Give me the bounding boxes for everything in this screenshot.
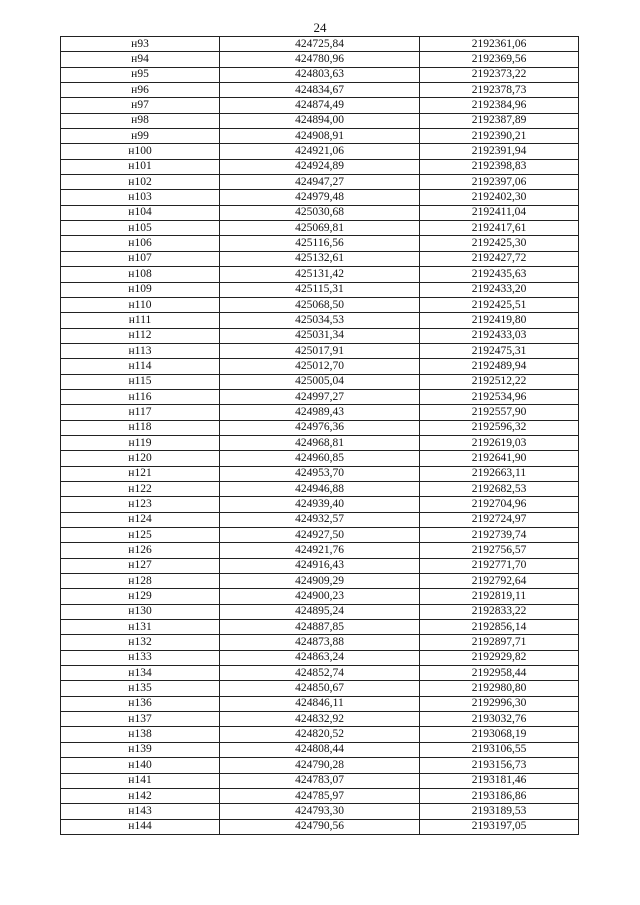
- x-coordinate-cell: 424947,27: [220, 175, 420, 190]
- table-row: [61, 313, 579, 328]
- y-coordinate-cell: 2192402,30: [420, 190, 579, 205]
- x-coordinate-cell: 424916,43: [220, 558, 420, 573]
- x-coordinate-cell: 424790,28: [220, 758, 420, 773]
- point-name-cell: н142: [61, 788, 220, 803]
- table-row: [61, 620, 579, 635]
- point-name-cell: н102: [61, 175, 220, 190]
- x-coordinate-cell: 424846,11: [220, 696, 420, 711]
- x-coordinate-cell: 424909,29: [220, 574, 420, 589]
- table-row: [61, 129, 579, 144]
- y-coordinate-cell: 2192419,80: [420, 313, 579, 328]
- table-row: [61, 604, 579, 619]
- x-coordinate-cell: 424790,56: [220, 819, 420, 834]
- y-coordinate-cell: 2192792,64: [420, 574, 579, 589]
- point-name-cell: н113: [61, 343, 220, 358]
- point-name-cell: н119: [61, 435, 220, 450]
- point-name-cell: н94: [61, 52, 220, 67]
- y-coordinate-cell: 2192435,63: [420, 267, 579, 282]
- table-row: [61, 405, 579, 420]
- point-name-cell: н141: [61, 773, 220, 788]
- table-row: [61, 773, 579, 788]
- table-row: [61, 650, 579, 665]
- point-name-cell: н139: [61, 742, 220, 757]
- point-name-cell: н144: [61, 819, 220, 834]
- y-coordinate-cell: 2192433,20: [420, 282, 579, 297]
- x-coordinate-cell: 424887,85: [220, 620, 420, 635]
- y-coordinate-cell: 2192724,97: [420, 512, 579, 527]
- table-row: [61, 420, 579, 435]
- table-row: [61, 574, 579, 589]
- y-coordinate-cell: 2193156,73: [420, 758, 579, 773]
- point-name-cell: н117: [61, 405, 220, 420]
- y-coordinate-cell: 2192425,30: [420, 236, 579, 251]
- x-coordinate-cell: 424793,30: [220, 804, 420, 819]
- point-name-cell: н125: [61, 528, 220, 543]
- y-coordinate-cell: 2192398,83: [420, 159, 579, 174]
- point-name-cell: н127: [61, 558, 220, 573]
- x-coordinate-cell: 424725,84: [220, 37, 420, 52]
- point-name-cell: н134: [61, 666, 220, 681]
- x-coordinate-cell: 424873,88: [220, 635, 420, 650]
- x-coordinate-cell: 425005,04: [220, 374, 420, 389]
- x-coordinate-cell: 424894,00: [220, 113, 420, 128]
- table-row: [61, 712, 579, 727]
- table-row: [61, 589, 579, 604]
- table-row: [61, 67, 579, 82]
- x-coordinate-cell: 425030,68: [220, 205, 420, 220]
- point-name-cell: н118: [61, 420, 220, 435]
- table-row: [61, 727, 579, 742]
- y-coordinate-cell: 2192369,56: [420, 52, 579, 67]
- table-row: [61, 236, 579, 251]
- y-coordinate-cell: 2192771,70: [420, 558, 579, 573]
- y-coordinate-cell: 2192619,03: [420, 435, 579, 450]
- table-row: [61, 696, 579, 711]
- table-row: [61, 251, 579, 266]
- x-coordinate-cell: 424780,96: [220, 52, 420, 67]
- x-coordinate-cell: 425115,31: [220, 282, 420, 297]
- x-coordinate-cell: 425012,70: [220, 359, 420, 374]
- point-name-cell: н107: [61, 251, 220, 266]
- y-coordinate-cell: 2193032,76: [420, 712, 579, 727]
- point-name-cell: н120: [61, 451, 220, 466]
- point-name-cell: н133: [61, 650, 220, 665]
- point-name-cell: н137: [61, 712, 220, 727]
- y-coordinate-cell: 2192534,96: [420, 389, 579, 404]
- point-name-cell: н143: [61, 804, 220, 819]
- table-row: [61, 758, 579, 773]
- table-row: [61, 788, 579, 803]
- point-name-cell: н126: [61, 543, 220, 558]
- y-coordinate-cell: 2192361,06: [420, 37, 579, 52]
- y-coordinate-cell: 2193181,46: [420, 773, 579, 788]
- y-coordinate-cell: 2192980,80: [420, 681, 579, 696]
- page-number: 24: [313, 20, 327, 35]
- x-coordinate-cell: 424900,23: [220, 589, 420, 604]
- y-coordinate-cell: 2192663,11: [420, 466, 579, 481]
- table-row: [61, 267, 579, 282]
- y-coordinate-cell: 2192704,96: [420, 497, 579, 512]
- y-coordinate-cell: 2193186,86: [420, 788, 579, 803]
- table-row: [61, 435, 579, 450]
- y-coordinate-cell: 2192958,44: [420, 666, 579, 681]
- table-row: [61, 297, 579, 312]
- x-coordinate-cell: 424921,06: [220, 144, 420, 159]
- table-row: [61, 558, 579, 573]
- point-name-cell: н112: [61, 328, 220, 343]
- coordinates-table-body: [61, 37, 579, 835]
- x-coordinate-cell: 424979,48: [220, 190, 420, 205]
- point-name-cell: н98: [61, 113, 220, 128]
- point-name-cell: н97: [61, 98, 220, 113]
- x-coordinate-cell: 424976,36: [220, 420, 420, 435]
- point-name-cell: н100: [61, 144, 220, 159]
- y-coordinate-cell: 2192390,21: [420, 129, 579, 144]
- y-coordinate-cell: 2192397,06: [420, 175, 579, 190]
- point-name-cell: н105: [61, 221, 220, 236]
- point-name-cell: н106: [61, 236, 220, 251]
- y-coordinate-cell: 2192897,71: [420, 635, 579, 650]
- table-row: [61, 635, 579, 650]
- y-coordinate-cell: 2192433,03: [420, 328, 579, 343]
- x-coordinate-cell: 424946,88: [220, 481, 420, 496]
- y-coordinate-cell: 2193106,55: [420, 742, 579, 757]
- table-row: [61, 343, 579, 358]
- x-coordinate-cell: 424834,67: [220, 83, 420, 98]
- table-row: [61, 451, 579, 466]
- table-row: [61, 221, 579, 236]
- point-name-cell: н136: [61, 696, 220, 711]
- y-coordinate-cell: 2192384,96: [420, 98, 579, 113]
- y-coordinate-cell: 2192739,74: [420, 528, 579, 543]
- point-name-cell: н138: [61, 727, 220, 742]
- point-name-cell: н93: [61, 37, 220, 52]
- y-coordinate-cell: 2192856,14: [420, 620, 579, 635]
- x-coordinate-cell: 424953,70: [220, 466, 420, 481]
- y-coordinate-cell: 2192411,04: [420, 205, 579, 220]
- point-name-cell: н130: [61, 604, 220, 619]
- table-row: [61, 389, 579, 404]
- y-coordinate-cell: 2192641,90: [420, 451, 579, 466]
- point-name-cell: н104: [61, 205, 220, 220]
- x-coordinate-cell: 425131,42: [220, 267, 420, 282]
- table-row: [61, 282, 579, 297]
- x-coordinate-cell: 424924,89: [220, 159, 420, 174]
- y-coordinate-cell: 2192373,22: [420, 67, 579, 82]
- x-coordinate-cell: 424874,49: [220, 98, 420, 113]
- y-coordinate-cell: 2193197,05: [420, 819, 579, 834]
- x-coordinate-cell: 425034,53: [220, 313, 420, 328]
- y-coordinate-cell: 2192378,73: [420, 83, 579, 98]
- x-coordinate-cell: 424803,63: [220, 67, 420, 82]
- table-row: [61, 159, 579, 174]
- point-name-cell: н122: [61, 481, 220, 496]
- x-coordinate-cell: 424921,76: [220, 543, 420, 558]
- y-coordinate-cell: 2193189,53: [420, 804, 579, 819]
- y-coordinate-cell: 2192833,22: [420, 604, 579, 619]
- x-coordinate-cell: 424808,44: [220, 742, 420, 757]
- table-row: [61, 190, 579, 205]
- table-row: [61, 528, 579, 543]
- point-name-cell: н108: [61, 267, 220, 282]
- y-coordinate-cell: 2192425,51: [420, 297, 579, 312]
- table-row: [61, 328, 579, 343]
- point-name-cell: н110: [61, 297, 220, 312]
- y-coordinate-cell: 2192996,30: [420, 696, 579, 711]
- point-name-cell: н99: [61, 129, 220, 144]
- x-coordinate-cell: 425132,61: [220, 251, 420, 266]
- y-coordinate-cell: 2193068,19: [420, 727, 579, 742]
- point-name-cell: н121: [61, 466, 220, 481]
- y-coordinate-cell: 2192417,61: [420, 221, 579, 236]
- y-coordinate-cell: 2192475,31: [420, 343, 579, 358]
- x-coordinate-cell: 424895,24: [220, 604, 420, 619]
- table-row: [61, 804, 579, 819]
- y-coordinate-cell: 2192489,94: [420, 359, 579, 374]
- x-coordinate-cell: 424908,91: [220, 129, 420, 144]
- y-coordinate-cell: 2192391,94: [420, 144, 579, 159]
- point-name-cell: н115: [61, 374, 220, 389]
- point-name-cell: н103: [61, 190, 220, 205]
- table-row: [61, 175, 579, 190]
- table-row: [61, 481, 579, 496]
- table-row: [61, 374, 579, 389]
- coordinates-table: [60, 36, 579, 835]
- y-coordinate-cell: 2192427,72: [420, 251, 579, 266]
- point-name-cell: н135: [61, 681, 220, 696]
- x-coordinate-cell: 425017,91: [220, 343, 420, 358]
- x-coordinate-cell: 424783,07: [220, 773, 420, 788]
- point-name-cell: н140: [61, 758, 220, 773]
- y-coordinate-cell: 2192819,11: [420, 589, 579, 604]
- table-row: [61, 512, 579, 527]
- x-coordinate-cell: 425031,34: [220, 328, 420, 343]
- x-coordinate-cell: 425116,56: [220, 236, 420, 251]
- x-coordinate-cell: 424852,74: [220, 666, 420, 681]
- point-name-cell: н96: [61, 83, 220, 98]
- x-coordinate-cell: 424997,27: [220, 389, 420, 404]
- point-name-cell: н132: [61, 635, 220, 650]
- x-coordinate-cell: 424820,52: [220, 727, 420, 742]
- point-name-cell: н124: [61, 512, 220, 527]
- table-row: [61, 113, 579, 128]
- point-name-cell: н123: [61, 497, 220, 512]
- point-name-cell: н116: [61, 389, 220, 404]
- table-row: [61, 681, 579, 696]
- table-row: [61, 144, 579, 159]
- y-coordinate-cell: 2192512,22: [420, 374, 579, 389]
- table-row: [61, 37, 579, 52]
- point-name-cell: н101: [61, 159, 220, 174]
- y-coordinate-cell: 2192557,90: [420, 405, 579, 420]
- point-name-cell: н128: [61, 574, 220, 589]
- table-row: [61, 83, 579, 98]
- point-name-cell: н131: [61, 620, 220, 635]
- x-coordinate-cell: 424960,85: [220, 451, 420, 466]
- point-name-cell: н129: [61, 589, 220, 604]
- y-coordinate-cell: 2192682,53: [420, 481, 579, 496]
- table-row: [61, 543, 579, 558]
- x-coordinate-cell: 424863,24: [220, 650, 420, 665]
- x-coordinate-cell: 424932,57: [220, 512, 420, 527]
- x-coordinate-cell: 424968,81: [220, 435, 420, 450]
- table-row: [61, 666, 579, 681]
- y-coordinate-cell: 2192387,89: [420, 113, 579, 128]
- table-row: [61, 466, 579, 481]
- point-name-cell: н95: [61, 67, 220, 82]
- x-coordinate-cell: 424785,97: [220, 788, 420, 803]
- x-coordinate-cell: 424927,50: [220, 528, 420, 543]
- table-row: [61, 359, 579, 374]
- y-coordinate-cell: 2192756,57: [420, 543, 579, 558]
- x-coordinate-cell: 424939,40: [220, 497, 420, 512]
- table-row: [61, 52, 579, 67]
- point-name-cell: н111: [61, 313, 220, 328]
- x-coordinate-cell: 424989,43: [220, 405, 420, 420]
- x-coordinate-cell: 425068,50: [220, 297, 420, 312]
- table-row: [61, 98, 579, 113]
- x-coordinate-cell: 425069,81: [220, 221, 420, 236]
- point-name-cell: н109: [61, 282, 220, 297]
- table-row: [61, 819, 579, 834]
- table-row: [61, 205, 579, 220]
- point-name-cell: н114: [61, 359, 220, 374]
- x-coordinate-cell: 424832,92: [220, 712, 420, 727]
- y-coordinate-cell: 2192929,82: [420, 650, 579, 665]
- x-coordinate-cell: 424850,67: [220, 681, 420, 696]
- table-row: [61, 742, 579, 757]
- table-row: [61, 497, 579, 512]
- y-coordinate-cell: 2192596,32: [420, 420, 579, 435]
